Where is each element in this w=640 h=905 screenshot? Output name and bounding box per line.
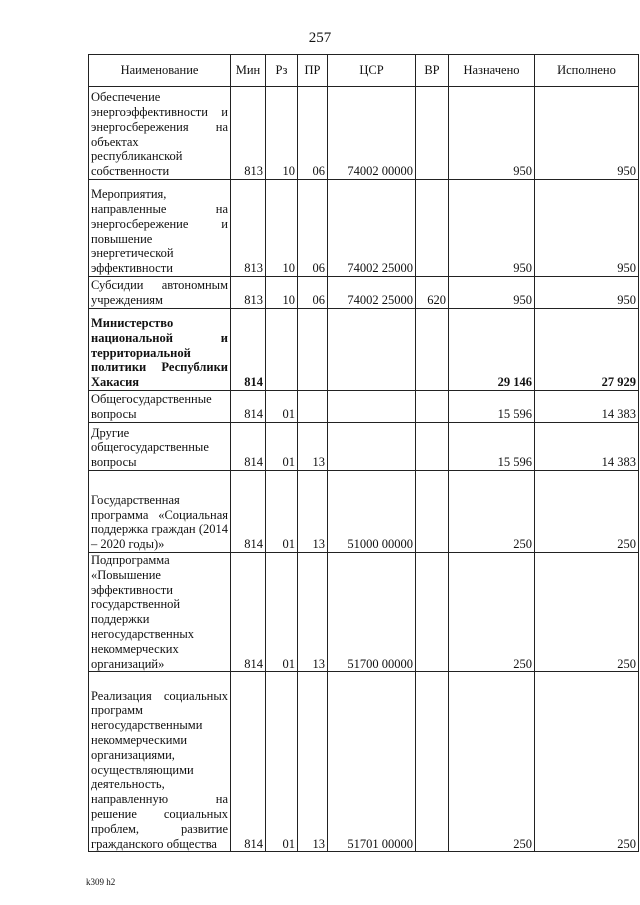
cell-executed: 950: [535, 180, 639, 277]
table-row: [89, 391, 639, 423]
cell-rz: 10: [266, 277, 298, 309]
table-row: [89, 553, 639, 672]
cell-pr: 13: [298, 471, 328, 553]
cell-assigned: 15 596: [449, 423, 535, 471]
cell-assigned: 950: [449, 277, 535, 309]
cell-pr: 06: [298, 180, 328, 277]
cell-vr: [416, 553, 449, 672]
cell-pr: 13: [298, 423, 328, 471]
cell-assigned: 250: [449, 553, 535, 672]
table-row: [89, 180, 639, 277]
cell-pr: [298, 309, 328, 391]
cell-rz: 10: [266, 180, 298, 277]
header-pr: ПР: [298, 55, 328, 87]
header-vr: ВР: [416, 55, 449, 87]
cell-name: Министерство национальной и территориальной политики Республики Хакасия: [89, 309, 231, 391]
cell-vr: 620: [416, 277, 449, 309]
header-csr: ЦСР: [328, 55, 416, 87]
header-executed: Исполнено: [535, 55, 639, 87]
cell-pr: [298, 391, 328, 423]
cell-csr: 74002 25000: [328, 180, 416, 277]
header-name: Наименование: [89, 55, 231, 87]
table-row: [89, 277, 639, 309]
cell-min: 813: [231, 87, 266, 180]
cell-rz: 01: [266, 391, 298, 423]
cell-rz: 01: [266, 672, 298, 852]
cell-rz: 01: [266, 471, 298, 553]
cell-name: Субсидии автономным учреждениям: [89, 277, 231, 309]
cell-assigned: 950: [449, 87, 535, 180]
cell-min: 814: [231, 423, 266, 471]
cell-rz: 10: [266, 87, 298, 180]
header-row: [89, 55, 639, 87]
table-row: [89, 423, 639, 471]
cell-executed: 950: [535, 277, 639, 309]
cell-assigned: 250: [449, 672, 535, 852]
cell-csr: 74002 25000: [328, 277, 416, 309]
page-number: 257: [308, 30, 332, 46]
cell-rz: 01: [266, 423, 298, 471]
cell-assigned: 950: [449, 180, 535, 277]
cell-min: 814: [231, 672, 266, 852]
table-row: [89, 309, 639, 391]
cell-pr: 06: [298, 277, 328, 309]
cell-executed: 250: [535, 471, 639, 553]
cell-assigned: 15 596: [449, 391, 535, 423]
cell-csr: 51700 00000: [328, 553, 416, 672]
cell-name: Мероприятия, направленные на энергосбережение и повышение энергетической эффективности: [89, 180, 231, 277]
cell-vr: [416, 309, 449, 391]
cell-assigned: 29 146: [449, 309, 535, 391]
cell-name: Другие общегосударственные вопросы: [89, 423, 231, 471]
cell-pr: 06: [298, 87, 328, 180]
cell-executed: 14 383: [535, 391, 639, 423]
cell-vr: [416, 423, 449, 471]
cell-assigned: 250: [449, 471, 535, 553]
cell-pr: 13: [298, 553, 328, 672]
header-min: Мин: [231, 55, 266, 87]
cell-name: Государственная программа «Социальная поддержка граждан (2014 – 2020 годы)»: [89, 471, 231, 553]
cell-csr: 51701 00000: [328, 672, 416, 852]
cell-min: 814: [231, 471, 266, 553]
table-row: [89, 471, 639, 553]
cell-executed: 14 383: [535, 423, 639, 471]
cell-csr: [328, 391, 416, 423]
cell-rz: 01: [266, 553, 298, 672]
cell-rz: [266, 309, 298, 391]
cell-name: Реализация социальных программ негосударственными некоммерческими организациями, осуществляющими деятельность, направленную на решение социальных проблем, развитие гражданского общества: [89, 672, 231, 852]
cell-vr: [416, 471, 449, 553]
table-row: [89, 672, 639, 852]
cell-csr: 51000 00000: [328, 471, 416, 553]
cell-csr: [328, 423, 416, 471]
cell-name: Подпрограмма «Повышение эффективности государственной поддержки негосударственных некоммерческих организаций»: [89, 553, 231, 672]
cell-pr: 13: [298, 672, 328, 852]
table-row: [89, 87, 639, 180]
cell-csr: 74002 00000: [328, 87, 416, 180]
cell-vr: [416, 391, 449, 423]
cell-min: 814: [231, 309, 266, 391]
cell-min: 814: [231, 391, 266, 423]
cell-executed: 950: [535, 87, 639, 180]
cell-executed: 27 929: [535, 309, 639, 391]
cell-name: Общегосударственные вопросы: [89, 391, 231, 423]
footer-code: k309 h2: [86, 877, 116, 887]
cell-vr: [416, 672, 449, 852]
cell-min: 813: [231, 180, 266, 277]
cell-csr: [328, 309, 416, 391]
cell-vr: [416, 87, 449, 180]
cell-executed: 250: [535, 553, 639, 672]
cell-name: Обеспечение энергоэффективности и энергосбережения на объектах республиканской собственности: [89, 87, 231, 180]
cell-executed: 250: [535, 672, 639, 852]
header-rz: Рз: [266, 55, 298, 87]
cell-vr: [416, 180, 449, 277]
budget-table: [88, 54, 639, 852]
cell-min: 813: [231, 277, 266, 309]
cell-min: 814: [231, 553, 266, 672]
header-assigned: Назначено: [449, 55, 535, 87]
